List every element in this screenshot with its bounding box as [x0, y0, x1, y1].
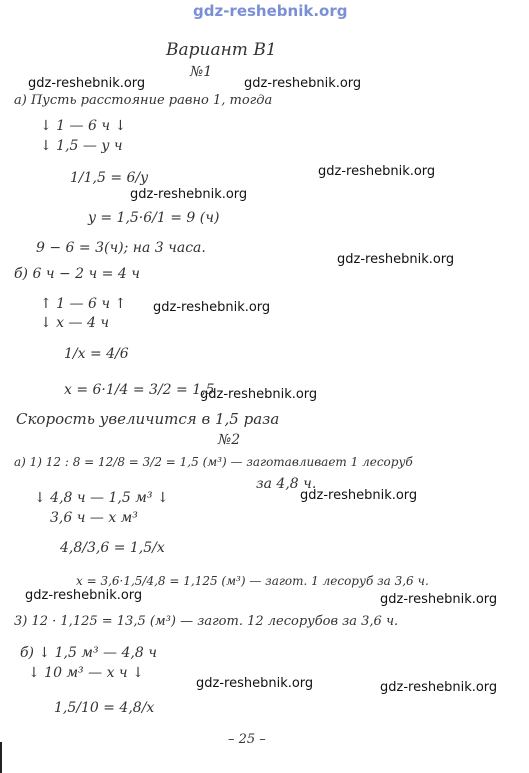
equation-line: 3) 12 · 1,125 = 13,5 (м³) — загот. 12 лесорубов за 3,6 ч.	[14, 614, 399, 629]
proportion-line: ↑ 1 — 6 ч ↑	[40, 296, 127, 312]
watermark: gdz-reshebnik.org	[153, 300, 271, 315]
proportion-line: б) ↓ 1,5 м³ — 4,8 ч	[20, 645, 157, 661]
variant-title: Вариант В1	[166, 40, 277, 60]
watermark: gdz-reshebnik.org	[300, 488, 418, 503]
equation-line: x = 6·1/4 = 3/2 = 1,5	[64, 382, 215, 398]
proportion-line: ↓ 10 м³ — x ч ↓	[28, 665, 144, 681]
task-number-2: №2	[218, 432, 241, 448]
margin-line	[0, 742, 2, 773]
answer-line: Скорость увеличится в 1,5 раза	[16, 410, 280, 428]
page-number: – 25 –	[228, 732, 266, 747]
equation-line: x = 3,6·1,5/4,8 = 1,125 (м³) — загот. 1 лесоруб за 3,6 ч.	[76, 574, 429, 588]
watermark-top: gdz-reshebnik.org	[193, 2, 348, 20]
proportion-line: ↓ 4,8 ч — 1,5 м³ ↓	[34, 490, 169, 506]
watermark: gdz-reshebnik.org	[244, 76, 362, 91]
solution-line: б) 6 ч − 2 ч = 4 ч	[14, 266, 140, 282]
watermark: gdz-reshebnik.org	[380, 680, 498, 695]
watermark: gdz-reshebnik.org	[28, 76, 146, 91]
solution-line: за 4,8 ч.	[256, 476, 317, 492]
watermark: gdz-reshebnik.org	[130, 187, 248, 202]
watermark: gdz-reshebnik.org	[196, 676, 314, 691]
task-number-1: №1	[190, 64, 213, 80]
proportion-line: ↓ 1 — 6 ч ↓	[40, 118, 127, 134]
watermark: gdz-reshebnik.org	[318, 164, 436, 179]
equation-line: 1/x = 4/6	[64, 346, 129, 362]
equation-line: 4,8/3,6 = 1,5/x	[60, 540, 165, 556]
proportion-line: 3,6 ч — x м³	[50, 510, 138, 526]
proportion-line: ↓ 1,5 — у ч	[40, 138, 123, 154]
equation-line: 1/1,5 = 6/y	[70, 170, 149, 186]
watermark: gdz-reshebnik.org	[380, 592, 498, 607]
watermark: gdz-reshebnik.org	[25, 588, 143, 603]
equation-line: 9 − 6 = 3(ч); на 3 часа.	[36, 240, 206, 256]
solution-line: а) Пусть расстояние равно 1, тогда	[14, 93, 273, 108]
proportion-line: ↓ x — 4 ч	[40, 315, 110, 331]
solution-line: а) 1) 12 : 8 = 12/8 = 3/2 = 1,5 (м³) — заготавливает 1 лесоруб	[14, 455, 413, 469]
watermark: gdz-reshebnik.org	[337, 252, 455, 267]
equation-line: y = 1,5·6/1 = 9 (ч)	[88, 210, 220, 226]
equation-line: 1,5/10 = 4,8/x	[54, 700, 155, 716]
watermark: gdz-reshebnik.org	[200, 387, 318, 402]
